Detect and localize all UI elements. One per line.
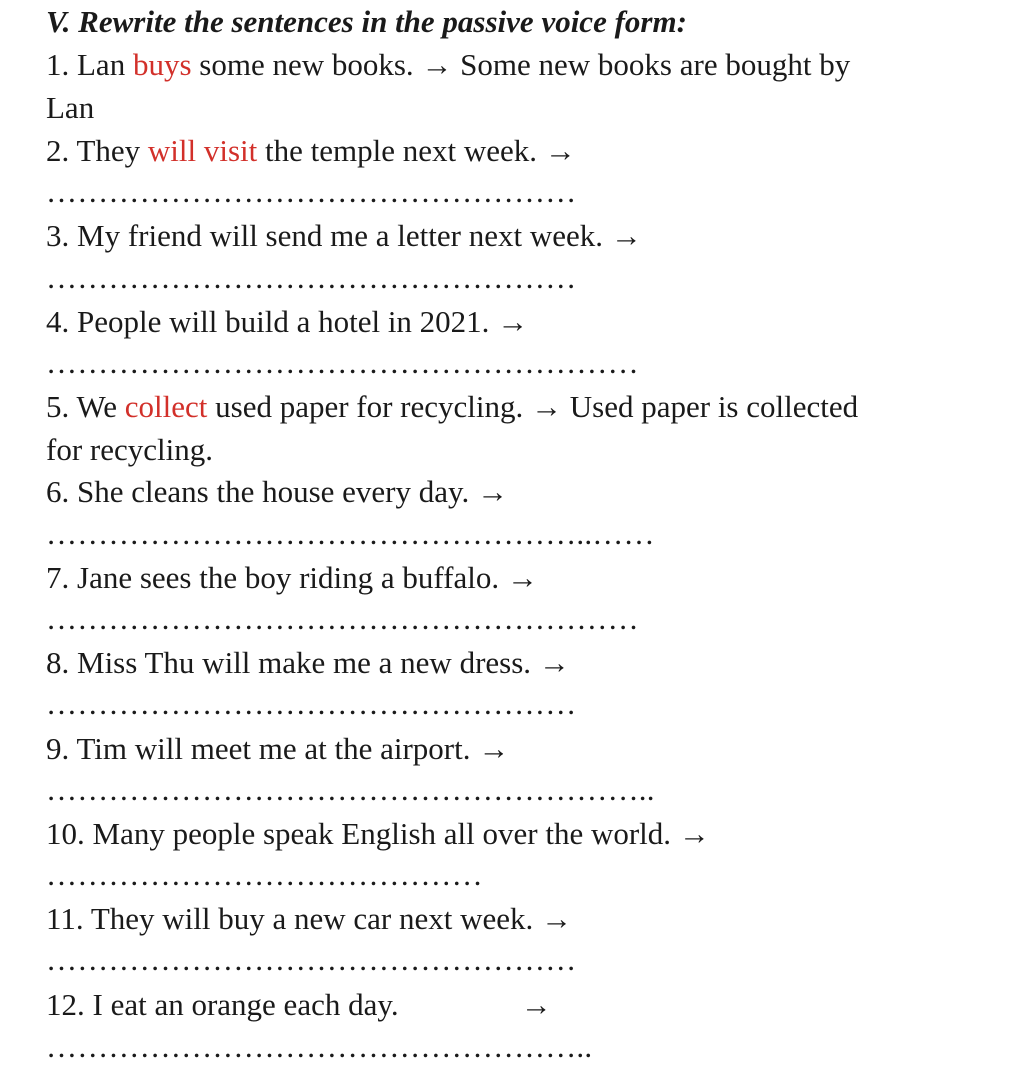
sentence-10 xyxy=(46,814,710,854)
sentence-3 xyxy=(46,216,642,256)
sentence-9 xyxy=(46,729,509,769)
highlighted-verb: buys xyxy=(132,47,192,82)
sentence-5-continuation: for recycling. xyxy=(46,432,213,467)
sentence-text: Tim will meet me at the airport. → xyxy=(76,731,510,766)
highlighted-verb: will visit xyxy=(147,133,258,168)
answer-blank-7[interactable]: ………………………………………………… xyxy=(46,601,639,636)
item-number: 10. xyxy=(46,816,85,851)
sentence-6 xyxy=(46,472,508,512)
item-number: 8. xyxy=(46,645,70,680)
sentence-4 xyxy=(46,302,528,342)
sentence-text: Lan xyxy=(77,47,126,82)
sentence-text: I eat an orange each day. xyxy=(92,987,399,1022)
sentence-text: the temple next week. → xyxy=(265,133,576,168)
item-number: 2. xyxy=(46,133,70,168)
sentence-text: Miss Thu will make me a new dress. → xyxy=(77,645,570,680)
item-number: 1. xyxy=(46,47,70,82)
answer-blank-9[interactable]: ………………………………………………….. xyxy=(46,772,655,807)
arrow-icon: → xyxy=(520,987,552,1022)
sentence-1-continuation: Lan xyxy=(46,90,95,125)
sentence-text: She cleans the house every day. → xyxy=(77,474,508,509)
item-number: 12. xyxy=(46,987,85,1022)
exercise-title: V. Rewrite the sentences in the passive voice form: xyxy=(46,4,687,39)
sentence-text: Jane sees the boy riding a buffalo. → xyxy=(77,560,538,595)
item-number: 9. xyxy=(46,731,70,766)
item-number: 3. xyxy=(46,218,70,253)
sentence-text: People will build a hotel in 2021. → xyxy=(77,304,529,339)
item-number: 11. xyxy=(46,901,84,936)
answer-blank-12[interactable]: …………………………………………….. xyxy=(46,1029,593,1064)
sentence-11 xyxy=(46,899,572,939)
item-number: 5. xyxy=(46,389,70,424)
answer-blank-2[interactable]: …………………………………………… xyxy=(46,174,577,209)
sentence-text: We xyxy=(76,389,117,424)
sentence-text: They xyxy=(76,133,141,168)
sentence-text: Many people speak English all over the world. → xyxy=(92,816,710,851)
answer-blank-10[interactable]: …………………………………… xyxy=(46,857,483,892)
sentence-text: They will buy a new car next week. → xyxy=(90,901,573,936)
sentence-text: My friend will send me a letter next week. → xyxy=(77,218,642,253)
answer-blank-11[interactable]: …………………………………………… xyxy=(46,942,577,977)
answer-blank-4[interactable]: ………………………………………………… xyxy=(46,345,639,380)
answer-blank-8[interactable]: …………………………………………… xyxy=(46,686,577,721)
sentence-8 xyxy=(46,643,570,683)
sentence-text: used paper for recycling. → Used paper is collected xyxy=(215,389,859,424)
sentence-12 xyxy=(46,985,552,1025)
highlighted-verb: collect xyxy=(124,389,208,424)
item-number: 4. xyxy=(46,304,70,339)
sentence-text: some new books. → Some new books are bought by xyxy=(199,47,851,82)
sentence-7 xyxy=(46,558,538,598)
sentence-5 xyxy=(46,387,858,427)
sentence-1 xyxy=(46,45,850,85)
item-number: 7. xyxy=(46,560,70,595)
answer-blank-3[interactable]: …………………………………………… xyxy=(46,260,577,295)
answer-blank-6[interactable]: ……………………………………………..…… xyxy=(46,516,655,551)
sentence-2 xyxy=(46,131,576,171)
item-number: 6. xyxy=(46,474,70,509)
